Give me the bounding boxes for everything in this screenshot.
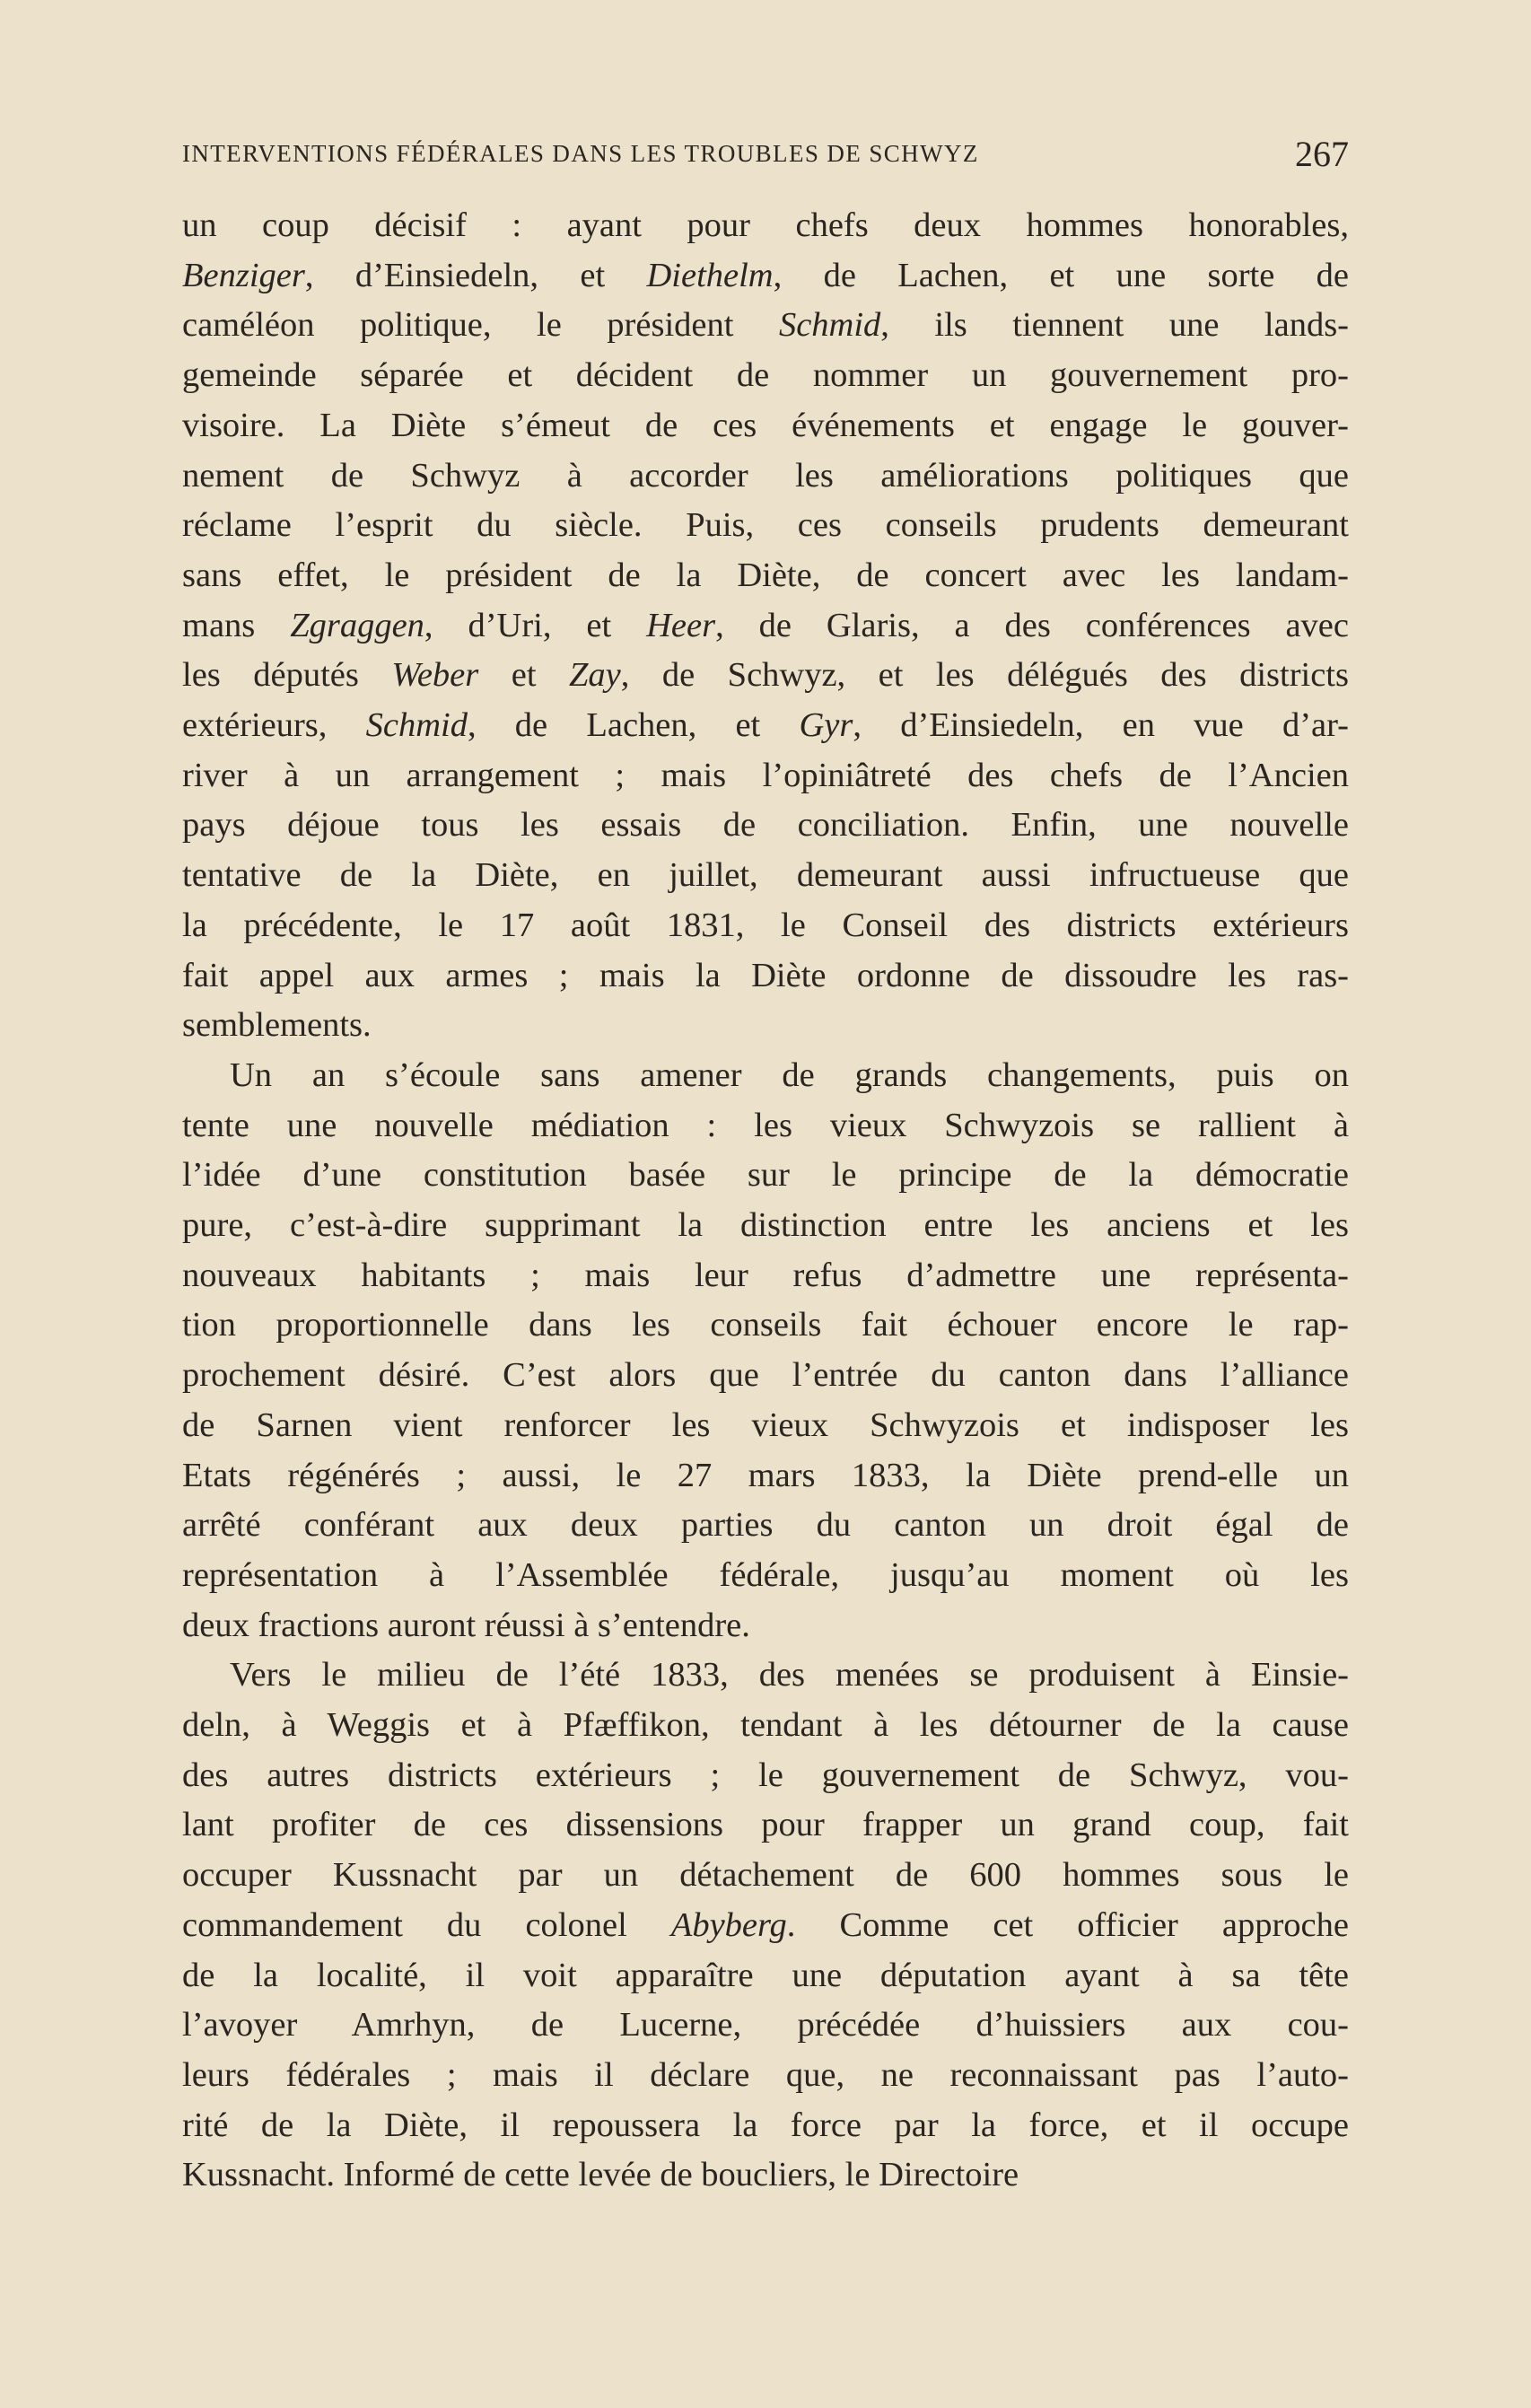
text-segment: lant profiter de ces dissensions pour frapper un grand coup, fait <box>182 1806 1349 1844</box>
text-segment: deln, à Weggis et à Pfæffikon, tendant à les détourner de la cause <box>182 1706 1349 1744</box>
italic-name: Schmid <box>365 706 468 744</box>
text-line <box>182 1901 1349 1949</box>
text-line <box>182 1151 1349 1199</box>
text-line <box>182 2150 1349 2199</box>
text-line <box>182 1701 1349 1749</box>
text-line <box>182 1201 1349 1249</box>
text-segment: de la localité, il voit apparaître une députation ayant à sa tête <box>182 1956 1349 1994</box>
text-line <box>182 1751 1349 1799</box>
italic-name: Schmid <box>778 306 881 345</box>
text-segment: l’avoyer Amrhyn, de Lucerne, précédée d’huissiers aux cou- <box>182 2006 1349 2045</box>
text-segment: la précédente, le 17 août 1831, le Conseil des districts extérieurs <box>182 906 1349 944</box>
text-line <box>182 1800 1349 1849</box>
italic-name: Heer <box>646 606 716 644</box>
running-title: INTERVENTIONS FÉDÉRALES DANS LES TROUBLES DE SCHWYZ <box>182 140 979 167</box>
text-line <box>230 1651 1349 1699</box>
text-segment: visoire. La Diète s’émeut de ces événements et engage le gouver- <box>182 406 1349 444</box>
text-line <box>182 1451 1349 1500</box>
text-segment: rité de la Diète, il repoussera la force par la force, et il occupe <box>182 2106 1349 2144</box>
text-line <box>182 451 1349 500</box>
text-line <box>182 1001 1349 1049</box>
text-line <box>182 351 1349 399</box>
text-segment: tentative de la Diète, en juillet, demeurant aussi infructueuse que <box>182 856 1349 895</box>
text-line <box>182 1300 1349 1349</box>
text-line <box>182 1101 1349 1150</box>
text-segment: réclame l’esprit du siècle. Puis, ces conseils prudents demeurant <box>182 506 1349 545</box>
text-segment: fait appel aux armes ; mais la Diète ordonne de dissoudre les ras- <box>182 956 1349 994</box>
text-line <box>182 701 1349 749</box>
text-segment: nement de Schwyz à accorder les améliorations politiques que <box>182 456 1349 495</box>
text-segment: nouveaux habitants ; mais leur refus d’admettre une représenta- <box>182 1256 1349 1294</box>
text-segment: occuper Kussnacht par un détachement de 600 hommes sous le <box>182 1856 1349 1895</box>
text-line <box>182 2051 1349 2099</box>
text-line <box>182 251 1349 300</box>
text-segment: mans <box>182 606 291 644</box>
text-line <box>182 1601 1349 1650</box>
text-segment: arrêté conférant aux deux parties du canton un droit égal de <box>182 1506 1349 1545</box>
text-line <box>182 1551 1349 1599</box>
text-segment: Vers le milieu de l’été 1833, des menées se produisent à Einsie- <box>230 1656 1349 1694</box>
text-segment: , d’Einsiedeln, en vue d’ar- <box>853 706 1349 744</box>
text-segment: les députés <box>182 656 392 695</box>
italic-name: Zgraggen <box>290 606 424 644</box>
text-segment: Kussnacht. Informé de cette levée de boucliers, le Directoire <box>182 2156 1019 2194</box>
text-segment: et <box>478 656 569 695</box>
text-segment: des autres districts extérieurs ; le gouvernement de Schwyz, vou- <box>182 1756 1349 1794</box>
text-line <box>182 201 1349 250</box>
text-line <box>182 651 1349 699</box>
text-segment: leurs fédérales ; mais il déclare que, ne reconnaissant pas l’auto- <box>182 2055 1349 2094</box>
italic-name: Diethelm <box>646 256 774 294</box>
text-segment: , de Schwyz, et les délégués des districts <box>620 656 1349 695</box>
text-segment: deux fractions auront réussi à s’entendre. <box>182 1606 750 1644</box>
text-line <box>182 1401 1349 1449</box>
text-line <box>182 401 1349 450</box>
text-segment: . Comme cet officier approche <box>786 1905 1349 1944</box>
page-number: 267 <box>1295 134 1349 174</box>
italic-name: Gyr <box>799 706 853 744</box>
text-segment: semblements. <box>182 1006 372 1045</box>
text-segment: représentation à l’Assemblée fédérale, jusqu’au moment où les <box>182 1555 1349 1594</box>
text-line <box>182 501 1349 549</box>
text-segment: sans effet, le président de la Diète, de concert avec les landam- <box>182 556 1349 594</box>
text-line <box>182 851 1349 899</box>
text-line <box>230 1051 1349 1099</box>
text-line <box>182 551 1349 600</box>
text-segment: , ils tiennent une lands- <box>880 306 1349 345</box>
text-line <box>182 601 1349 650</box>
text-segment: , d’Einsiedeln, et <box>304 256 647 294</box>
text-line <box>182 2001 1349 2049</box>
text-segment: tion proportionnelle dans les conseils fait échouer encore le rap- <box>182 1306 1349 1344</box>
text-segment: l’idée d’une constitution basée sur le principe de la démocratie <box>182 1156 1349 1195</box>
text-segment: un coup décisif : ayant pour chefs deux hommes honorables, <box>182 206 1349 244</box>
text-line <box>182 1351 1349 1399</box>
text-segment: de Sarnen vient renforcer les vieux Schwyzois et indisposer les <box>182 1405 1349 1444</box>
text-line <box>182 901 1349 950</box>
text-segment: extérieurs, <box>182 706 366 744</box>
text-line <box>182 1501 1349 1549</box>
text-line <box>182 1851 1349 1899</box>
text-segment: , de Glaris, a des conférences avec <box>715 606 1349 644</box>
text-segment: prochement désiré. C’est alors que l’entrée du canton dans l’alliance <box>182 1356 1349 1395</box>
text-line <box>182 2101 1349 2150</box>
text-segment: , d’Uri, et <box>424 606 647 644</box>
text-line <box>182 801 1349 849</box>
text-segment: pure, c’est-à-dire supprimant la distinction entre les anciens et les <box>182 1206 1349 1244</box>
text-segment: Etats régénérés ; aussi, le 27 mars 1833, la Diète prend-elle un <box>182 1456 1349 1494</box>
text-segment: commandement du colonel <box>182 1905 671 1944</box>
text-segment: gemeinde séparée et décident de nommer un gouvernement pro- <box>182 356 1349 395</box>
italic-name: Zay <box>569 656 621 695</box>
text-segment: , de Lachen, et <box>467 706 800 744</box>
text-segment: river à un arrangement ; mais l’opiniâtreté des chefs de l’Ancien <box>182 756 1349 794</box>
text-line <box>182 301 1349 349</box>
text-line <box>182 1251 1349 1300</box>
text-line <box>182 751 1349 800</box>
italic-name: Abyberg <box>670 1905 787 1944</box>
page-header <box>182 133 1349 178</box>
text-segment: caméléon politique, le président <box>182 306 779 345</box>
text-line <box>182 951 1349 1000</box>
text-segment: pays déjoue tous les essais de conciliation. Enfin, une nouvelle <box>182 806 1349 845</box>
text-line <box>182 1951 1349 2000</box>
text-segment: Un an s’écoule sans amener de grands changements, puis on <box>230 1055 1349 1094</box>
text-segment: tente une nouvelle médiation : les vieux Schwyzois se rallient à <box>182 1106 1349 1144</box>
italic-name: Benziger <box>182 256 305 294</box>
text-segment: , de Lachen, et une sorte de <box>773 256 1350 294</box>
italic-name: Weber <box>391 656 479 695</box>
